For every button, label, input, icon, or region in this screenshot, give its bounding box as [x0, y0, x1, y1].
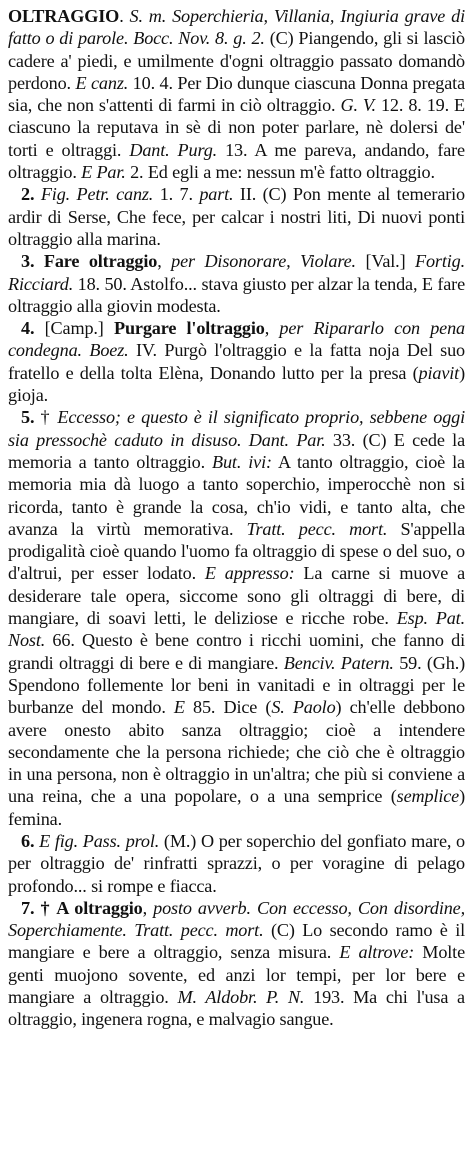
text-run: 1. 7. [153, 184, 200, 205]
sense-label: 3. Fare oltraggio [21, 251, 158, 272]
text-run: , [142, 897, 154, 918]
italic-run: Eccesso; e questo è il significato proprio, sebbene oggi sia pressochè caduto in disuso. Dant. Par. [8, 407, 465, 450]
text-run: 10. 4. Per Dio dunque ciascuna Donna pregata sia, che non s'attenti di farmi in ciò oltraggio. [8, 72, 465, 116]
italic-run: part. [199, 184, 234, 205]
sense-paragraph [8, 317, 465, 406]
italic-run: Fortig. Ricciard. [8, 251, 466, 294]
text-run: 33. (C) E cede la memoria a tanto oltraggio. [8, 429, 465, 472]
text-run: 13. A me pareva, andando, fare oltraggio. [8, 139, 465, 183]
italic-run: But. ivi: [212, 451, 272, 472]
text-run: ) femina. [8, 786, 465, 829]
italic-run: posto avverb. Con eccesso, Con disordine, Soperchiamente. Tratt. pecc. mort. [8, 897, 465, 941]
sense-paragraph [8, 183, 465, 250]
text-run: 18. 50. Astolfo... stava giusto per alzar la tenda, E fare oltraggio alla giovin modesta. [8, 273, 465, 316]
sense-paragraph [8, 830, 465, 897]
text-run: [Camp.] [44, 318, 114, 339]
text-run: 193. Ma chi l'usa a oltraggio, ingenera rogna, e malvagio sangue. [8, 987, 465, 1030]
text-run: 59. (Gh.) Spendono follemente lor beni in vanitadi e in oltraggi per le burbanze del mondo. [8, 652, 466, 718]
text-run: ) gioja. [8, 362, 465, 406]
text-run: 2. Ed egli a me: nessun m'è fatto oltraggio. [125, 162, 435, 183]
italic-run: E fig. Pass. prol. [39, 830, 160, 851]
italic-run: Tratt. pecc. mort. [246, 518, 388, 539]
italic-run: Dant. Purg. [129, 139, 218, 160]
headword: OLTRAGGIO [8, 6, 120, 26]
sense-label: 7. † A oltraggio [21, 897, 143, 918]
text-run: † [40, 407, 58, 428]
text-run: A tanto oltraggio, cioè la memoria mia dà luogo a tanto soperchio, imperocchè non si ricorda, tanto è grande la cosa, ch'io vidi, e tanto alta, che avanza la virtù memorativa. [8, 451, 465, 539]
text-run: , [264, 318, 280, 339]
italic-run: E appresso: [204, 563, 295, 584]
text-run: La carne si muove a desiderare tale opera, siccome sono gli oltraggi di bere, di mangiare, di soavi letti, le deliziose e ricche robe. [8, 563, 465, 629]
text-run: . [119, 6, 130, 26]
text-run: (C) Lo secondo ramo è il mangiare e bere a oltraggio, senza misura. [8, 920, 465, 963]
italic-run: S. m. Soperchieria, Villania, Ingiuria grave di fatto o di parole. Bocc. Nov. 8. g. 2. [8, 6, 465, 49]
italic-run: E [173, 697, 185, 718]
italic-run: E Par. [81, 162, 126, 183]
italic-run: semplice [396, 786, 460, 807]
text-run: Molte genti muojono sovente, ed anzi lor tempi, per lor bere e mangiare a oltraggio. [8, 942, 465, 1008]
italic-run: Benciv. Patern. [283, 652, 394, 673]
headword-definition [8, 5, 465, 183]
text-run: 66. Questo è bene contro i ricchi uomini, che fanno di grandi oltraggi di bere e di mangiare. [8, 630, 465, 673]
sense-label: 6. [21, 830, 40, 851]
italic-run: M. Aldobr. P. N. [177, 987, 305, 1008]
italic-run: per Ripararlo con pena condegna. Boez. [8, 318, 465, 361]
sense-label: 5. [21, 407, 41, 428]
text-run: 12. 8. 19. E ciascuno la reputava in sè di non poter parlare, nè dolersi de' torti e oltraggi. [8, 95, 466, 160]
italic-run: piavit [418, 362, 460, 383]
italic-run: per Disonorare, Violare. [171, 251, 356, 272]
text-run: 85. Dice ( [184, 697, 272, 718]
text-run: , [157, 251, 172, 272]
sense-paragraph [8, 406, 465, 830]
italic-run: E altrove: [339, 942, 415, 963]
entry-oltraggio [8, 5, 465, 1031]
text-run: II. (C) Pon mente al temerario ardir di Serse, Che fece, per calcar i nostri liti, Di nuovi ponti oltraggio alla marina. [8, 184, 465, 249]
text-run: S'appella prodigalità cioè quando l'uomo fa oltraggio di spese o del suo, o d'altrui, per esser lodato. [8, 518, 465, 584]
text-run: IV. Purgò l'oltraggio e la fatta noja Del suo fratello e della tolta Elèna, Donando lutto per la presa ( [8, 340, 465, 383]
text-run: [Val.] [355, 251, 416, 272]
italic-run: E canz. [75, 72, 129, 93]
sense-label: 4. [21, 318, 45, 339]
italic-run: Fig. Petr. canz. [40, 184, 154, 205]
sense-label: 2. [21, 184, 41, 205]
text-run: (C) Piangendo, gli si lasciò cadere a' piedi, e umilmente d'ogni oltraggio passato domandò perdono. [8, 28, 465, 93]
italic-run: Esp. Pat. Nost. [8, 608, 465, 651]
sense-paragraph [8, 250, 465, 317]
italic-run: G. V. [340, 95, 376, 116]
text-run: (M.) O per soperchio del gonfiato mare, o per oltraggio de' rinfratti sprazzi, o per voragine di pelago profondo... si rompe e fiacca. [8, 830, 465, 896]
italic-run: S. Paolo [271, 697, 336, 718]
sense-label: Purgare l'oltraggio [113, 318, 265, 339]
sense-paragraph [8, 897, 465, 1031]
text-run: ) ch'elle debbono avere onesto abito sanza oltraggio; cioè a intendere secondamente che la persona richiede; che ciò che è oltraggio in una persona, non è oltraggio in un'altra; che più si conviene a una reina, che a una popolare, o a una semprice ( [8, 697, 466, 807]
